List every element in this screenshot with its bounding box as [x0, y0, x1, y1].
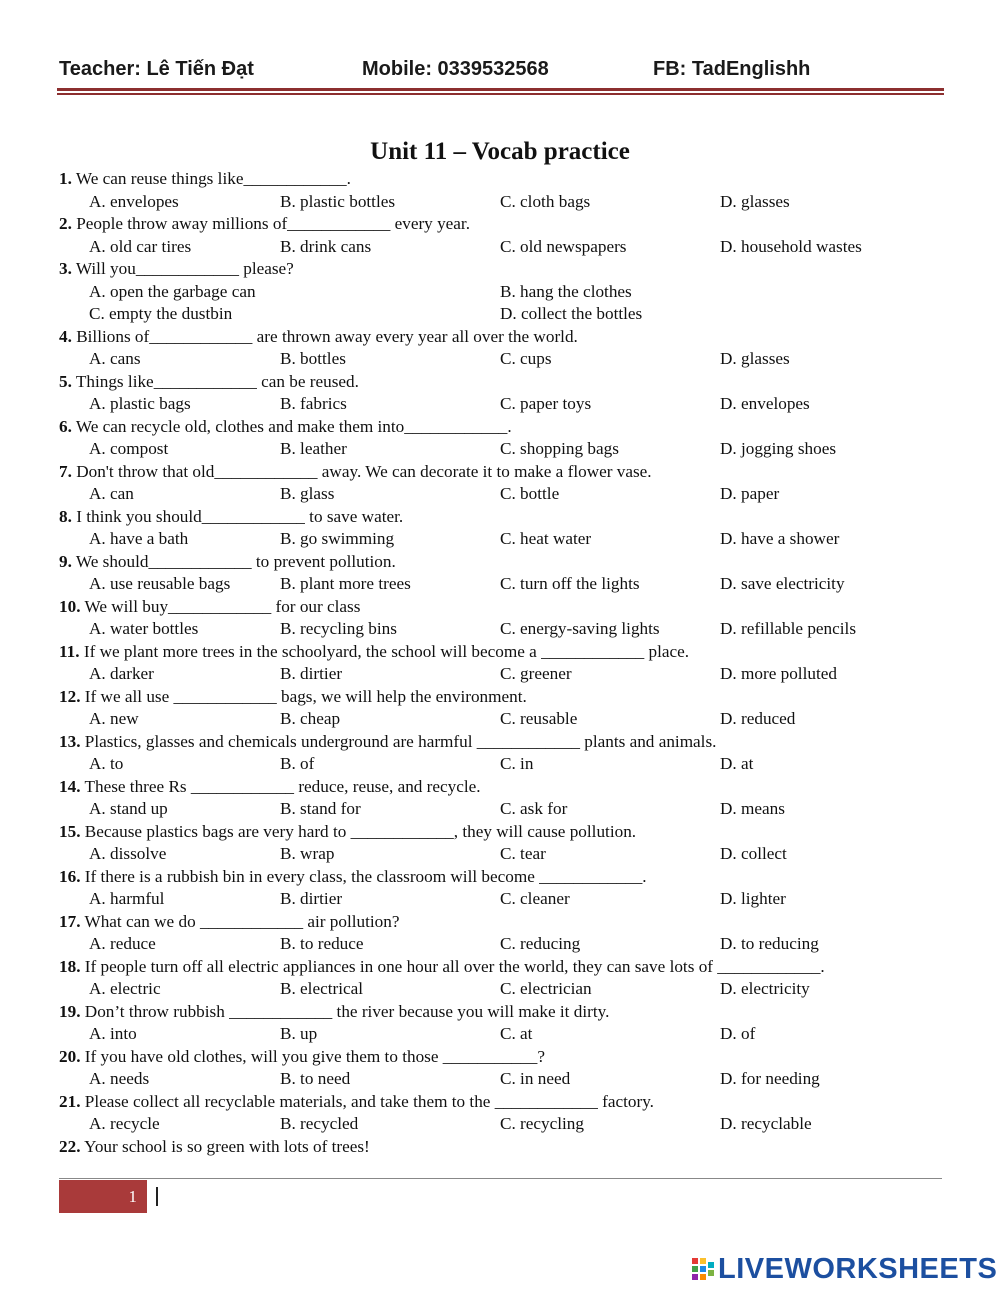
question-text: We will buy____________ for our class [80, 596, 361, 616]
option-b[interactable]: B. drink cans [280, 236, 372, 256]
question-8 [59, 506, 949, 529]
question-number: 19. [59, 1001, 81, 1021]
option-row [59, 438, 949, 461]
option-c[interactable]: C. reducing [500, 934, 581, 953]
option-row [59, 978, 949, 1001]
question-number: 5. [59, 371, 72, 391]
option-row [59, 303, 949, 326]
question-text: If you have old clothes, will you give them to those ___________? [80, 1046, 545, 1066]
question-number: 8. [59, 506, 72, 526]
option-a[interactable]: A. open the garbage can [89, 281, 256, 301]
question-text: If people turn off all electric appliances in one hour all over the world, they can save lots of ____________. [80, 956, 825, 976]
option-b[interactable]: B. plant more trees [280, 574, 411, 593]
option-row [59, 753, 949, 776]
header-rule-thin [57, 93, 944, 95]
option-d[interactable]: D. to reducing [720, 934, 819, 953]
option-b[interactable]: B. hang the clothes [500, 281, 632, 301]
question-number: 13. [59, 731, 81, 751]
header-rule-thick [57, 88, 944, 91]
question-list [59, 168, 949, 1158]
footer-rule [59, 1178, 942, 1179]
option-b[interactable]: B. leather [280, 439, 347, 458]
option-row [59, 1068, 949, 1091]
option-a[interactable]: A. new [89, 709, 139, 728]
option-b[interactable]: B. dirtier [280, 664, 343, 683]
option-row [59, 843, 949, 866]
option-a[interactable]: A. to [89, 754, 124, 773]
option-row [59, 281, 949, 304]
option-a[interactable]: A. harmful [89, 889, 165, 908]
question-4 [59, 326, 949, 349]
option-row [59, 528, 949, 551]
option-c[interactable]: C. bottle [500, 484, 560, 503]
page-number-box [59, 1180, 147, 1213]
option-a[interactable]: A. into [89, 1024, 137, 1043]
question-number: 15. [59, 821, 81, 841]
option-d[interactable]: D. paper [720, 484, 780, 503]
option-c[interactable]: C. empty the dustbin [89, 304, 233, 323]
option-c[interactable]: C. recycling [500, 1114, 584, 1133]
option-c[interactable]: C. ask for [500, 799, 568, 818]
option-d[interactable]: D. lighter [720, 889, 786, 908]
question-1 [59, 168, 949, 191]
question-number: 16. [59, 866, 81, 886]
question-10 [59, 596, 949, 619]
question-13 [59, 731, 949, 754]
question-text: These three Rs ____________ reduce, reuse, and recycle. [80, 776, 481, 796]
question-text: Your school is so green with lots of trees! [80, 1136, 370, 1156]
option-b[interactable]: B. dirtier [280, 889, 343, 908]
question-11 [59, 641, 949, 664]
option-a[interactable]: A. electric [89, 979, 161, 998]
page-separator [156, 1187, 158, 1206]
question-14 [59, 776, 949, 799]
option-c[interactable]: C. heat water [500, 529, 592, 548]
option-d[interactable]: D. for needing [720, 1069, 820, 1088]
question-text: Don’t throw rubbish ____________ the river because you will make it dirty. [80, 1001, 610, 1021]
option-b[interactable]: B. recycled [280, 1114, 359, 1133]
option-d[interactable]: D. household wastes [720, 236, 862, 256]
option-c[interactable]: C. tear [500, 844, 546, 863]
question-text: Will you____________ please? [71, 259, 294, 278]
option-c[interactable]: C. electrician [500, 979, 592, 998]
option-d[interactable]: D. collect the bottles [500, 304, 643, 323]
option-c[interactable]: C. old newspapers [500, 236, 627, 256]
option-b[interactable]: B. to reduce [280, 934, 364, 953]
question-20 [59, 1046, 949, 1069]
option-d[interactable]: D. recyclable [720, 1114, 812, 1133]
option-c[interactable]: C. paper toys [500, 394, 592, 413]
question-text: Billions of____________ are thrown away every year all over the world. [71, 326, 578, 346]
option-a[interactable]: A. plastic bags [89, 394, 191, 413]
option-d[interactable]: D. means [720, 799, 785, 818]
question-number: 1. [59, 169, 72, 188]
question-number: 22. [59, 1136, 81, 1156]
question-7 [59, 461, 949, 484]
option-d[interactable]: D. glasses [720, 349, 790, 368]
option-a[interactable]: A. needs [89, 1069, 150, 1088]
question-number: 6. [59, 416, 72, 436]
option-a[interactable]: A. have a bath [89, 529, 189, 548]
option-b[interactable]: B. of [280, 754, 315, 773]
teacher-name: Teacher: Lê Tiến Đạt [59, 58, 254, 80]
question-text: People throw away millions of____________ every year. [71, 214, 470, 233]
option-row [59, 798, 949, 821]
option-row [59, 708, 949, 731]
option-row [59, 663, 949, 686]
option-a[interactable]: A. water bottles [89, 619, 199, 638]
option-row [59, 191, 949, 214]
option-a[interactable]: A. can [89, 484, 134, 503]
question-text: Things like____________ can be reused. [71, 371, 359, 391]
option-a[interactable]: A. dissolve [89, 844, 167, 863]
option-b[interactable]: B. up [280, 1024, 318, 1043]
question-12 [59, 686, 949, 709]
option-a[interactable]: A. compost [89, 439, 169, 458]
option-d[interactable]: D. save electricity [720, 574, 845, 593]
option-d[interactable]: D. more polluted [720, 664, 837, 683]
question-number: 20. [59, 1046, 81, 1066]
option-d[interactable]: D. glasses [720, 191, 790, 211]
question-6 [59, 416, 949, 439]
question-text: Please collect all recyclable materials, and take them to the ____________ factory. [80, 1091, 654, 1111]
question-number: 2. [59, 214, 72, 233]
option-c[interactable]: C. cleaner [500, 889, 570, 908]
worksheet-title: Unit 11 – Vocab practice [370, 138, 630, 165]
option-c[interactable]: C. in need [500, 1069, 571, 1088]
option-b[interactable]: B. recycling bins [280, 619, 397, 638]
page-header [59, 58, 943, 86]
option-d[interactable]: D. of [720, 1024, 756, 1043]
option-b[interactable]: B. to need [280, 1069, 351, 1088]
question-text: We can recycle old, clothes and make them into____________. [71, 416, 512, 436]
option-a[interactable]: A. cans [89, 349, 141, 368]
option-d[interactable]: D. have a shower [720, 529, 840, 548]
question-text: What can we do ____________ air pollution? [80, 911, 400, 931]
option-row [59, 618, 949, 641]
option-c[interactable]: C. greener [500, 664, 572, 683]
option-a[interactable]: A. recycle [89, 1114, 160, 1133]
option-b[interactable]: B. electrical [280, 979, 364, 998]
question-18 [59, 956, 949, 979]
mobile-number: Mobile: 0339532568 [362, 58, 549, 80]
option-c[interactable]: C. turn off the lights [500, 574, 640, 593]
question-number: 14. [59, 776, 81, 796]
question-text: Plastics, glasses and chemicals underground are harmful ____________ plants and animals. [80, 731, 717, 751]
option-b[interactable]: B. go swimming [280, 529, 395, 548]
option-row [59, 933, 949, 956]
question-number: 7. [59, 461, 72, 481]
option-c[interactable]: C. at [500, 1024, 533, 1043]
option-a[interactable]: A. reduce [89, 934, 156, 953]
option-b[interactable]: B. cheap [280, 709, 341, 728]
question-text: I think you should____________ to save water. [71, 506, 404, 526]
option-row [59, 1113, 949, 1136]
option-c[interactable]: C. cloth bags [500, 191, 591, 211]
question-9 [59, 551, 949, 574]
liveworksheets-logo-icon [692, 1258, 714, 1280]
option-c[interactable]: C. reusable [500, 709, 578, 728]
question-5 [59, 371, 949, 394]
option-b[interactable]: B. plastic bottles [280, 191, 396, 211]
question-2 [59, 213, 949, 236]
question-number: 3. [59, 259, 72, 278]
question-number: 9. [59, 551, 72, 571]
question-number: 12. [59, 686, 81, 706]
option-d[interactable]: D. jogging shoes [720, 439, 837, 458]
option-row [59, 483, 949, 506]
option-b[interactable]: B. stand for [280, 799, 361, 818]
question-3 [59, 258, 949, 281]
option-row [59, 573, 949, 596]
question-number: 10. [59, 596, 81, 616]
brand-name: LIVEWORKSHEETS [718, 1253, 998, 1285]
option-b[interactable]: B. wrap [280, 844, 335, 863]
question-15 [59, 821, 949, 844]
option-d[interactable]: D. envelopes [720, 394, 810, 413]
option-d[interactable]: D. collect [720, 844, 787, 863]
facebook-handle: FB: TadEnglishh [653, 58, 811, 80]
question-number: 4. [59, 326, 72, 346]
option-d[interactable]: D. reduced [720, 709, 796, 728]
option-c[interactable]: C. shopping bags [500, 439, 619, 458]
option-a[interactable]: A. darker [89, 664, 154, 683]
question-text: Because plastics bags are very hard to ____________, they will cause pollution. [80, 821, 637, 841]
option-a[interactable]: A. old car tires [89, 236, 192, 256]
page-number: 1 [128, 1187, 137, 1206]
option-b[interactable]: B. glass [280, 484, 335, 503]
question-text: We can reuse things like____________. [71, 169, 351, 188]
option-a[interactable]: A. use reusable bags [89, 574, 231, 593]
question-text: Don't throw that old____________ away. We can decorate it to make a flower vase. [71, 461, 652, 481]
question-text: If we plant more trees in the schoolyard, the school will become a ____________ place. [79, 641, 690, 661]
question-number: 11. [59, 641, 80, 661]
question-21 [59, 1091, 949, 1114]
option-row [59, 1023, 949, 1046]
option-a[interactable]: A. stand up [89, 799, 168, 818]
option-b[interactable]: B. bottles [280, 349, 346, 368]
question-text: We should____________ to prevent pollution. [71, 551, 396, 571]
option-c[interactable]: C. in [500, 754, 534, 773]
option-a[interactable]: A. envelopes [89, 191, 179, 211]
question-number: 21. [59, 1091, 81, 1111]
question-text: If we all use ____________ bags, we will help the environment. [80, 686, 527, 706]
question-number: 17. [59, 911, 81, 931]
question-number: 18. [59, 956, 81, 976]
option-d[interactable]: D. at [720, 754, 754, 773]
option-row [59, 236, 949, 259]
option-row [59, 348, 949, 371]
option-c[interactable]: C. energy-saving lights [500, 619, 660, 638]
option-row [59, 393, 949, 416]
option-d[interactable]: D. electricity [720, 979, 810, 998]
option-c[interactable]: C. cups [500, 349, 552, 368]
question-text: If there is a rubbish bin in every class, the classroom will become ____________. [80, 866, 647, 886]
question-22 [59, 1136, 949, 1159]
option-d[interactable]: D. refillable pencils [720, 619, 857, 638]
option-b[interactable]: B. fabrics [280, 394, 347, 413]
option-row [59, 888, 949, 911]
question-16 [59, 866, 949, 889]
question-19 [59, 1001, 949, 1024]
question-17 [59, 911, 949, 934]
